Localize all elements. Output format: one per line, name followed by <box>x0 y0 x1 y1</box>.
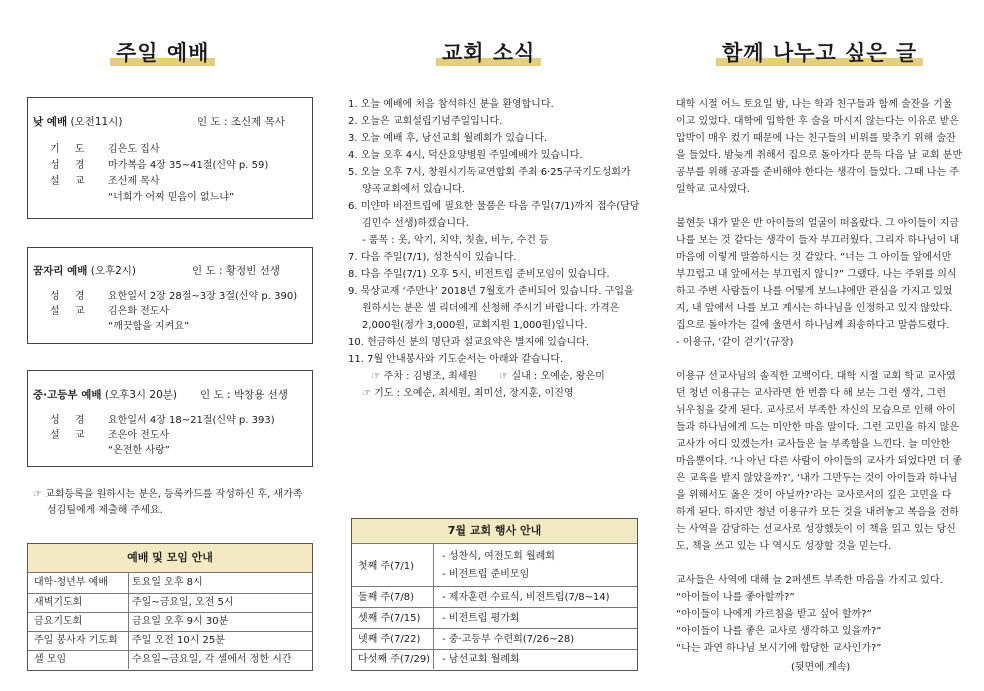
essay-line: 는 사역을 감당하는 선교사로 성장했듯이 이 책을 읽고 있는 당신 <box>676 524 956 535</box>
essay-line: 을 들었다. 밤늦게 취해서 집으로 돌아가다 문득 다음 날 교회 분반 <box>676 150 963 161</box>
essay-line: 나를 보는 것 같다는 생각이 들자 부끄러웠다. 그리자 하나님이 내 <box>676 235 959 246</box>
event-week-2: 둘째 주(7/8) <box>358 592 415 603</box>
event-week-4: 넷째 주(7/22) <box>358 634 421 645</box>
news-item: 양곡교회에서 있습니다. <box>362 184 465 195</box>
essay-line: “아이들이 나에게 가르침을 받고 싶어 할까?” <box>676 609 872 620</box>
essay-line: “아이들이 나를 좋아할까?” <box>676 592 795 603</box>
essay-line: 은 교육을 받지 않았을까?’, ‘내가 그만두는 것이 아이들과 하나님 <box>676 473 958 484</box>
dream-service-sermon: 설 교 김은화 전도사 <box>50 306 170 317</box>
sharing-title: 함께 나누고 싶은 글 <box>716 40 923 68</box>
day-service-heading: 낮 예배 (오전11시) <box>33 116 123 128</box>
day-service-prayer: 기 도 김은도 집사 <box>50 144 160 155</box>
essay-line: “나는 과연 하나님 보시기에 합당한 교사인가?” <box>676 643 882 654</box>
dream-service-sermon-title: “깨끗함을 지켜요” <box>108 321 190 332</box>
news-item: 7. 다음 주일(7/1), 성찬식이 있습니다. <box>348 252 517 263</box>
youth-service-scripture: 성 경 요한일서 4장 18~21절(신약 p. 393) <box>50 415 275 426</box>
news-item: 9. 묵상교재 ‘주만나’ 2018년 7월호가 준비되어 있습니다. 구입을 <box>348 286 634 297</box>
essay-line: “아이들이 나를 좋은 교사로 생각하고 있을까?” <box>676 626 882 637</box>
essay-line: 압박이 매우 컸기 때문에 나는 친구들의 비위를 맞추기 위해 술잔 <box>676 133 956 144</box>
essay-line: 일학교 교사였다. <box>676 184 750 195</box>
dream-service-heading: 꿈자리 예배 (오후2시) <box>33 265 137 277</box>
essay-line: 을 위해서도 옳은 것이 아닐까?’라는 교사로서의 깊은 고민을 다 <box>676 490 952 501</box>
news-item: 6. 미얀마 비전트립에 필요한 물품은 다음 주일(7/1)까지 접수(담당 <box>348 201 640 212</box>
essay-line: 마음뿐이다. ‘나 아닌 다른 사람이 아이들의 교사가 되었다면 더 좋 <box>676 456 963 467</box>
dream-service-leader: 인 도 : 황정빈 선생 <box>192 265 280 277</box>
essay-line: 마음에 이렇게 말씀하시는 것 같았다. “너는 그 아이들 앞에서만 <box>676 252 952 263</box>
continued-note: (뒷면에 계속) <box>791 662 851 673</box>
news-item: 김민수 선생)하겠습니다. <box>362 218 469 229</box>
news-item: 2. 오늘은 교회설립기념주일입니다. <box>348 116 503 127</box>
essay-line: 하고 주변 사람들이 나를 어떻게 보느냐에만 관심을 가지고 있었 <box>676 286 953 297</box>
day-service-sermon: 설 교 조신제 목사 <box>50 176 160 187</box>
essay-line: 공부를 위해 공과를 준비해야 한다는 생각이 들었다. 그때 나는 주 <box>676 167 959 178</box>
youth-service-leader: 인 도 : 박창용 선생 <box>200 389 288 401</box>
event-week-1-item: - 비전트립 준비모임 <box>442 569 530 580</box>
essay-line: 부끄럽고 내 앞에서는 부끄럽지 않니?” 그랬다. 나는 주위를 의식 <box>676 269 957 280</box>
essay-line: 들과 하나님에게 드는 미안한 마음 말이다. 그런 고민을 하지 않은 <box>676 422 959 433</box>
event-week-1: 첫째 주(7/1) <box>358 561 415 572</box>
meetings-table-title: 예배 및 모임 안내 <box>28 544 312 572</box>
news-item: 3. 오늘 예배 후, 남선교회 월례회가 있습니다. <box>348 133 548 144</box>
essay-citation: - 이용규, ‘같이 걷기’(규장) <box>676 337 794 348</box>
essay-line: 대학 시절 어느 토요일 밤, 나는 학과 친구들과 함께 술잔을 기울 <box>676 99 953 110</box>
news-item: - 품목 : 옷, 악기, 치약, 칫솔, 비누, 수건 등 <box>362 235 549 246</box>
essay-line: 불현듯 내가 맡은 반 아이들의 얼굴이 떠올랐다. 그 아이들이 지금 <box>676 218 959 229</box>
news-item: 8. 다음 주일(7/1) 오후 5시, 비전트립 준비모임이 있습니다. <box>348 269 610 280</box>
youth-service-heading: 중·고등부 예배 (오후3시 20분) <box>33 389 178 401</box>
worship-title: 주일 예배 <box>110 40 215 68</box>
news-item: ☞ 기도 : 오예순, 최세원, 최미선, 장지훈, 이진영 <box>362 388 574 399</box>
news-item: 2,000원(정가 3,000원, 교회지원 1,000원)입니다. <box>362 320 588 331</box>
essay-line: 뉘우침을 갖게 된다. 교사로서 부족한 자신의 모습으로 인해 아이 <box>676 405 956 416</box>
youth-service-sermon-title: “온전한 사랑” <box>108 445 170 456</box>
essay-line: 지, 내 앞에서 나를 보고 계시는 하나님을 인정하고 있지 않았다. <box>676 303 953 314</box>
essay-line: 집으로 돌아가는 길에 울면서 하나님께 죄송하다고 말씀드렸다. <box>676 320 950 331</box>
essay-line: 이용규 선교사님의 솔직한 고백이다. 대학 시절 교회 학교 교사였 <box>676 371 956 382</box>
news-item: 11. 7월 안내봉사와 기도순서는 아래와 같습니다. <box>348 354 564 365</box>
day-service-leader: 인 도 : 조신제 목사 <box>197 116 285 128</box>
register-note-line1: ☞ 교회등록을 원하시는 분은, 등록카드를 작성하신 후, 새가족 <box>33 489 303 500</box>
essay-line: 교사들은 사역에 대해 늘 2퍼센트 부족한 마음을 가지고 있다. <box>676 575 943 586</box>
news-item: ☞ 주차 : 김병조, 최세원 ☞ 실내 : 오예순, 왕은미 <box>362 371 605 382</box>
event-week-4-item: - 중·고등부 수련회(7/26~28) <box>442 634 575 645</box>
essay-line: 이고 있었다. 대학에 입학한 후 술을 마시지 않는다는 이유로 받은 <box>676 116 959 127</box>
dream-service-scripture: 성 경 요한일서 2장 28절~3장 3절(신약 p. 390) <box>50 291 298 302</box>
day-service-scripture: 성 경 마가복음 4장 35~41절(신약 p. 59) <box>50 160 269 171</box>
news-item: 5. 오늘 오후 7시, 창원시기독교연합회 주최 6·25구국기도성회가 <box>348 167 631 178</box>
event-week-3-item: - 비전트립 평가회 <box>442 613 520 624</box>
essay-line: 교사가 어디 있겠는가! 교사들은 늘 부족함을 느낀다. 늘 미안한 <box>676 439 951 450</box>
event-week-5-item: - 남선교회 월례회 <box>442 654 520 665</box>
event-week-1-item: - 성찬식, 여전도회 월례회 <box>442 551 555 562</box>
register-note-line2: 섬김팀에게 제출해 주세요. <box>47 505 163 516</box>
event-week-2-item: - 제자훈련 수료식, 비전트립(7/8~14) <box>442 592 610 603</box>
news-item: 1. 오늘 예배에 처음 참석하신 분을 환영합니다. <box>348 99 554 110</box>
news-title: 교회 소식 <box>436 40 541 68</box>
news-item: 10. 헌금하신 분의 명단과 설교요약은 별지에 있습니다. <box>348 337 590 348</box>
event-week-5: 다섯째 주(7/29) <box>358 654 431 665</box>
event-week-3: 셋째 주(7/15) <box>358 613 421 624</box>
events-table-title: 7월 교회 행사 안내 <box>352 519 637 543</box>
essay-line: 하게 된다. 하지만 청년 이용규가 모든 것을 내려놓고 복음을 전하 <box>676 507 959 518</box>
day-service-sermon-title: “너희가 어찌 믿음이 없느냐” <box>108 192 235 203</box>
essay-line: 도, 책을 쓰고 있는 나 역시도 성장할 것을 믿는다. <box>676 541 892 552</box>
essay-line: 던 청년 이용규는 교사라면 한 번쯤 다 해 보는 그런 생각, 그런 <box>676 388 946 399</box>
news-item: 4. 오늘 오후 4시, 덕산요양병원 주일예배가 있습니다. <box>348 150 583 161</box>
youth-service-sermon: 설 교 조은아 전도사 <box>50 430 170 441</box>
news-item: 원하시는 분은 셀 리더에게 신청해 주시기 바랍니다. 가격은 <box>362 303 620 314</box>
